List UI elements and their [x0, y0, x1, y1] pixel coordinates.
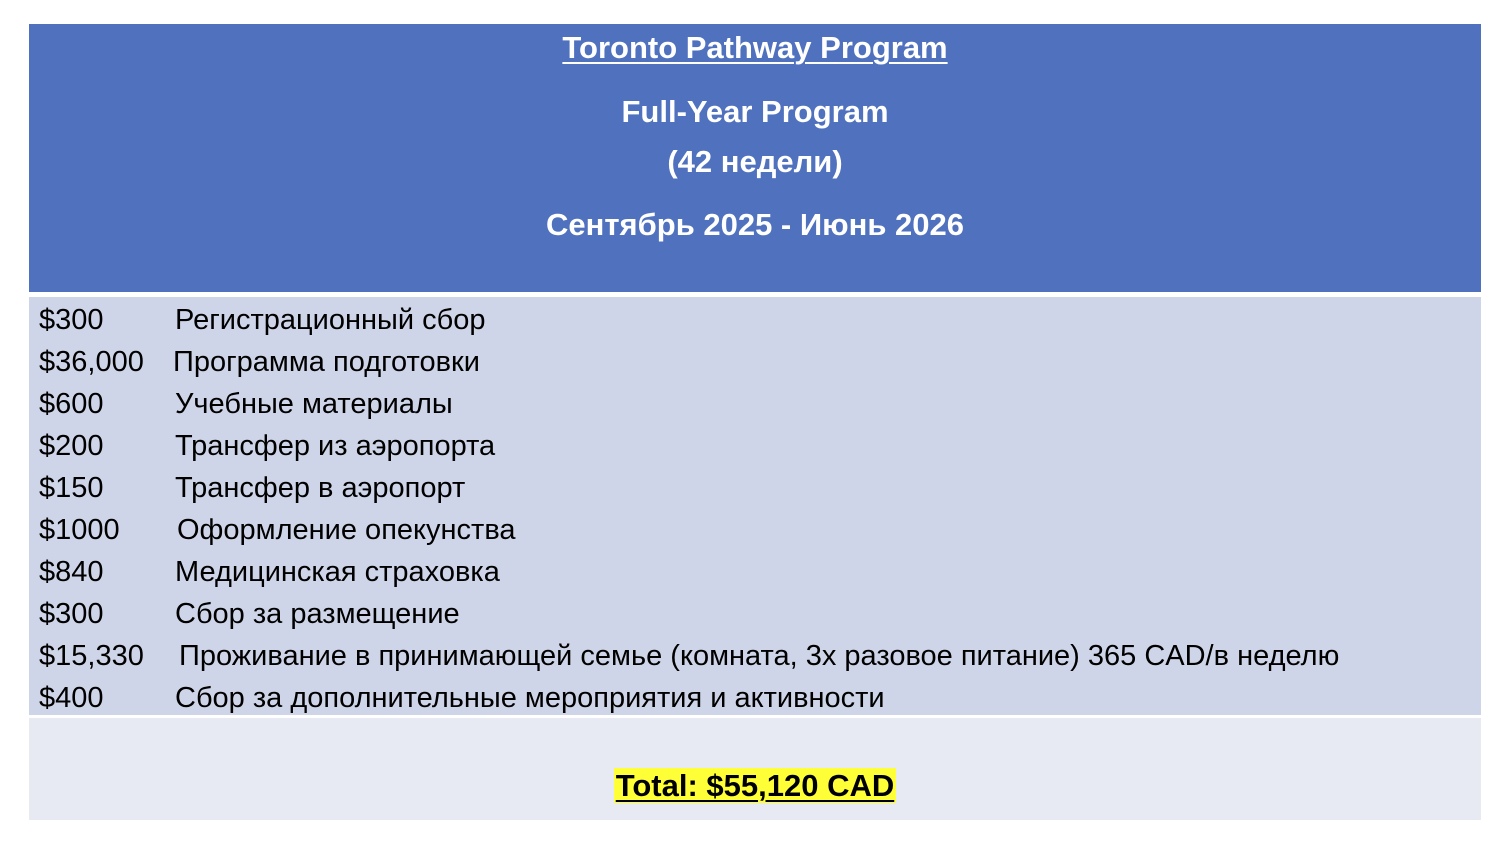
fee-row: [29, 341, 1481, 383]
fee-description: Программа подготовки: [173, 346, 480, 378]
fee-amount: $300: [39, 304, 104, 336]
fee-row: [29, 593, 1481, 635]
fee-row: [29, 677, 1481, 719]
fee-amount: $300: [39, 598, 104, 630]
program-title: Toronto Pathway Program: [562, 30, 948, 65]
fee-description: Трансфер из аэропорта: [175, 430, 496, 462]
fee-row: [29, 467, 1481, 509]
fee-row: [29, 425, 1481, 467]
fee-description: Сбор за дополнительные мероприятия и активности: [175, 682, 885, 714]
fee-row: [29, 299, 1481, 341]
program-duration: (42 недели): [667, 144, 843, 179]
fee-row: [29, 509, 1481, 551]
table-header: [29, 24, 1481, 292]
program-subtitle: Full-Year Program: [621, 94, 889, 129]
total-line: [29, 766, 1481, 806]
fee-description: Трансфер в аэропорт: [175, 472, 466, 504]
fee-amount: $400: [39, 682, 104, 714]
fee-amount: $1000: [39, 514, 120, 546]
total-section: [29, 718, 1481, 820]
price-table: [29, 24, 1481, 820]
fee-description: Учебные материалы: [175, 388, 453, 420]
fee-description: Оформление опекунства: [177, 514, 516, 546]
fee-amount: $150: [39, 472, 104, 504]
fee-amount: $36,000: [39, 346, 144, 378]
fee-amount: $15,330: [39, 640, 144, 672]
fee-row: [29, 383, 1481, 425]
fee-row: [29, 551, 1481, 593]
fee-description: Сбор за размещение: [175, 598, 460, 630]
fee-description: Регистрационный сбор: [175, 304, 486, 336]
total-amount: Total: $55,120 CAD: [615, 768, 895, 803]
fee-description: Проживание в принимающей семье (комната, 3х разовое питание) 365 CAD/в неделю: [179, 640, 1340, 672]
fee-amount: $600: [39, 388, 104, 420]
fee-description: Медицинская страховка: [175, 556, 500, 588]
program-dates: Сентябрь 2025 - Июнь 2026: [545, 207, 964, 242]
fee-amount: $200: [39, 430, 104, 462]
fee-row: [29, 635, 1481, 677]
fee-amount: $840: [39, 556, 104, 588]
fee-list: [29, 297, 1481, 715]
